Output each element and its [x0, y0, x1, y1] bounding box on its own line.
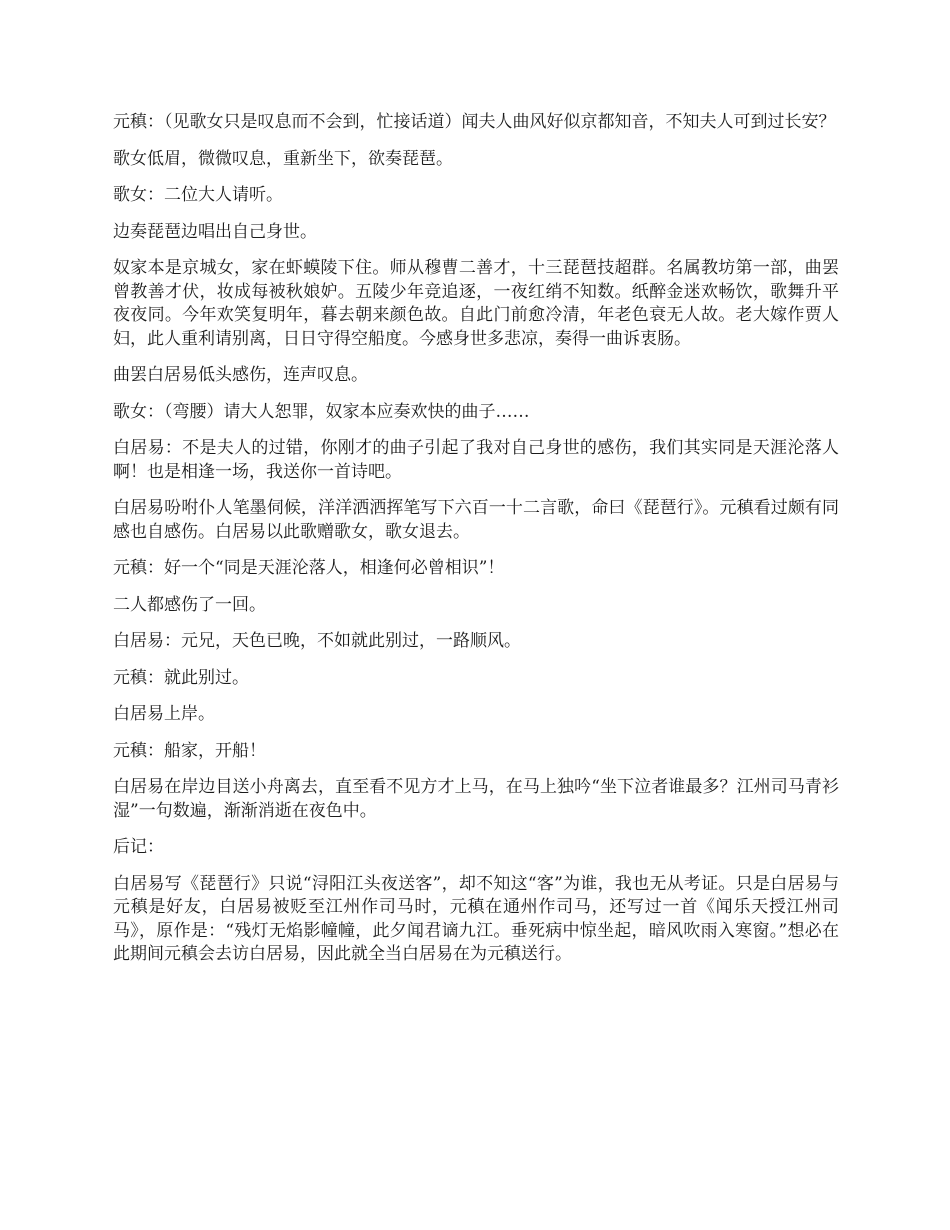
paragraph: 二人都感伤了一回。 — [113, 594, 266, 615]
paragraph: 元稹：好一个“同是天涯沦落人，相逢何必曾相识”！ — [113, 558, 505, 578]
paragraph: 白居易吩咐仆人笔墨伺候，洋洋洒洒挥笔写下六百一十二言歌，命曰《琵琶行》。元稹看过颇有同感也自感伤。白居易以此歌赠歌女，歌女退去。 — [113, 498, 839, 542]
paragraph: 边奏琵琶边唱出自己身世。 — [113, 221, 317, 242]
paragraph: 歌女：（弯腰）请大人恕罪，奴家本应奏欢快的曲子…… — [113, 401, 530, 422]
paragraph: 后记： — [113, 837, 164, 857]
paragraph: 白居易写《琵琶行》只说“浔阳江头夜送客”，却不知这“客”为谁，我也无从考证。只是白居易与元稹是好友，白居易被贬至江州作司马时，元稹在通州作司马，还写过一首《闻乐天授江州司马》，原作是：“残灯无焰影幢幢，此夕闻君谪九江。垂死病中惊坐起，暗风吹雨入寒窗。”想必在此期间元稹会去访白居易，因此就全当白居易在为元稹送行。 — [113, 873, 839, 964]
paragraph: 元稹：就此别过。 — [113, 667, 249, 688]
paragraph: 奴家本是京城女，家在虾蟆陵下住。师从穆曹二善才，十三琵琶技超群。名属教坊第一部，曲罢曾教善才伏，妆成每被秋娘妒。五陵少年竞追逐，一夜红绡不知数。纸醉金迷欢畅饮，歌舞升平夜夜同。今年欢笑复明年，暮去朝来颜色故。自此门前愈冷清，年老色衰无人故。老大嫁作贾人妇，此人重利请别离，日日守得空船度。今感身世多悲凉，奏得一曲诉衷肠。 — [113, 258, 839, 349]
paragraph: 歌女低眉，微微叹息，重新坐下，欲奏琵琶。 — [113, 148, 453, 169]
paragraph: 白居易上岸。 — [113, 704, 215, 724]
document-body — [113, 111, 839, 980]
paragraph: 曲罢白居易低头感伤，连声叹息。 — [113, 365, 368, 385]
paragraph: 白居易：不是夫人的过错，你刚才的曲子引起了我对自己身世的感伤，我们其实同是天涯沦落人啊！也是相逢一场，我送你一首诗吧。 — [113, 438, 839, 482]
paragraph: 歌女：二位大人请听。 — [113, 185, 283, 205]
paragraph: 白居易：元兄，天色已晚，不如就此别过，一路顺风。 — [113, 631, 521, 651]
paragraph: 白居易在岸边目送小舟离去，直至看不见方才上马，在马上独吟“坐下泣者谁最多？江州司马青衫湿”一句数遍，渐渐消逝在夜色中。 — [113, 777, 839, 821]
paragraph: 元稹：（见歌女只是叹息而不会到，忙接话道）闻夫人曲风好似京都知音，不知夫人可到过长安？ — [113, 112, 836, 132]
paragraph: 元稹：船家，开船！ — [113, 740, 266, 761]
